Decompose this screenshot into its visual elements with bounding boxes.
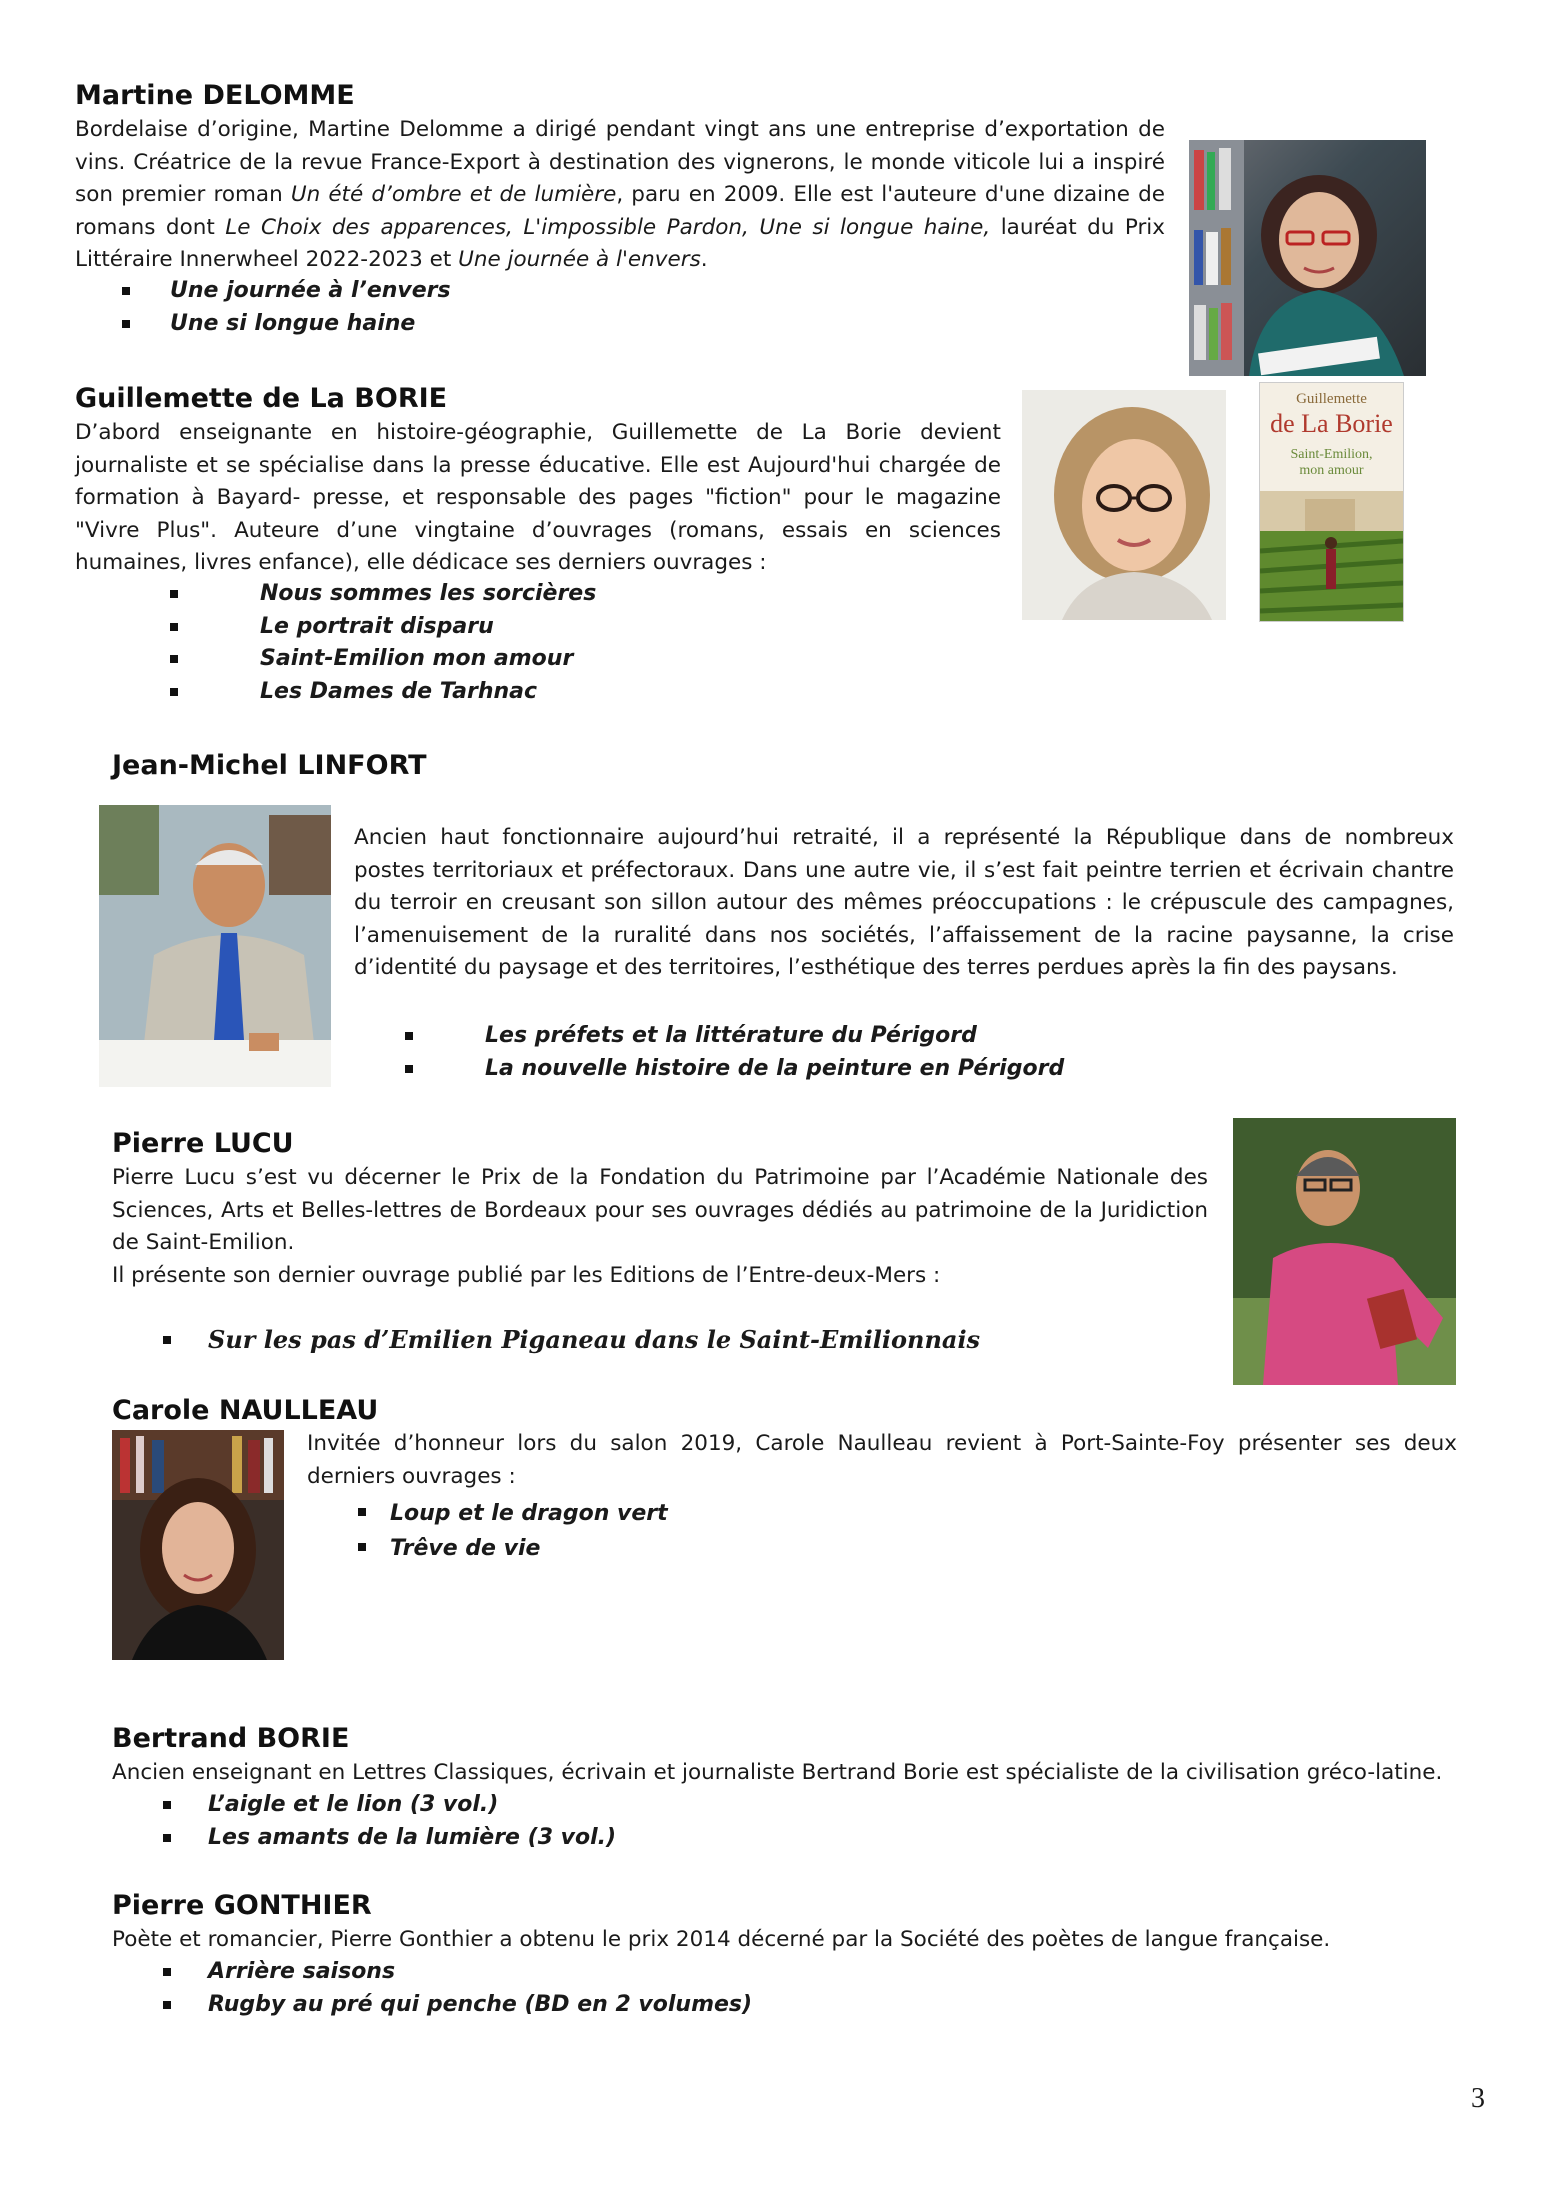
- author-bio-lucu: Pierre Lucu s’est vu décerner le Prix de la Fondation du Patrimoine par l’Académie Nationale des Sciences, Arts et Belles-lettres de Bordeaux pour ses ouvrages dédiés au patrimoine de la Juridiction de Saint-Emilion.: [112, 1165, 1208, 1255]
- author-name-delomme: Martine DELOMME: [75, 80, 355, 111]
- bullet-square-icon: [405, 1065, 413, 1073]
- bio-text-run: Le Choix des apparences, L'impossible Pardon, Une si longue haine,: [225, 214, 991, 240]
- author-name-lucu: Pierre LUCU: [112, 1128, 294, 1159]
- book-title-text: La nouvelle histoire de la peinture en Périgord: [485, 1055, 1065, 1081]
- book-title-text: Trêve de vie: [390, 1536, 541, 1561]
- book-title-text: Les préfets et la littérature du Périgord: [485, 1023, 977, 1048]
- book-title-text: Sur les pas d’Emilien Piganeau dans le Saint-Emilionnais: [208, 1325, 981, 1354]
- book-title: [163, 1789, 616, 1822]
- cover-author-last: de La Borie: [1270, 409, 1393, 438]
- bullet-square-icon: [358, 1508, 366, 1516]
- bullet-square-icon: [163, 1801, 171, 1809]
- portrait-delomme-illustration: [1189, 140, 1426, 376]
- book-title: [122, 308, 451, 341]
- book-list-borie: [163, 1789, 616, 1854]
- book-title-text: Arrière saisons: [208, 1959, 396, 1984]
- bullet-square-icon: [170, 655, 178, 663]
- cover-vineyard-illustration: [1260, 491, 1403, 621]
- author-photo-naulleau: [112, 1430, 284, 1660]
- author-name-borie: Bertrand BORIE: [112, 1723, 350, 1754]
- cover-author-first: Guillemette: [1296, 391, 1367, 407]
- book-title: [405, 1053, 1064, 1086]
- book-list-laborie: [170, 578, 596, 708]
- book-title-text: Les amants de la lumière (3 vol.): [208, 1824, 617, 1850]
- author-name-gonthier: Pierre GONTHIER: [112, 1890, 372, 1921]
- book-title: [358, 1531, 668, 1566]
- portrait-laborie-illustration: [1022, 390, 1226, 620]
- cover-title: [1260, 447, 1403, 479]
- bullet-square-icon: [358, 1543, 366, 1551]
- author-bio-laborie: D’abord enseignante en histoire-géographie, Guillemette de La Borie devient journaliste et se spécialise dans la presse éducative. Elle est Aujourd'hui chargée de formation à Bayard- presse, et responsable des pages "fiction" pour le magazine "Vivre Plus". Auteure d’une vingtaine d’ouvrages (romans, essais en sciences humaines, livres enfance), elle dédicace ses derniers ouvrages :: [75, 420, 1001, 575]
- author-photo-linfort: [99, 805, 331, 1087]
- book-title: [163, 1822, 616, 1855]
- book-title-text: L’aigle et le lion (3 vol.): [208, 1792, 499, 1817]
- book-list-linfort: [405, 1020, 1064, 1085]
- author-name-linfort: Jean-Michel LINFORT: [112, 750, 427, 781]
- book-title-text: Loup et le dragon vert: [390, 1501, 668, 1526]
- cover-title-line-2: mon amour: [1299, 463, 1364, 478]
- bullet-square-icon: [163, 2001, 171, 2009]
- author-bio-borie: Ancien enseignant en Lettres Classiques, écrivain et journaliste Bertrand Borie est spécialiste de la civilisation gréco-latine.: [112, 1760, 1443, 1785]
- book-title: [170, 676, 596, 709]
- author-bio-gonthier: Poète et romancier, Pierre Gonthier a obtenu le prix 2014 décerné par la Société des poètes de langue française.: [112, 1927, 1331, 1952]
- cover-title-line-1: Saint-Emilion,: [1290, 447, 1373, 462]
- book-title-text: Nous sommes les sorcières: [260, 581, 597, 606]
- book-title: [405, 1020, 1064, 1053]
- bullet-square-icon: [170, 623, 178, 631]
- portrait-naulleau-illustration: [112, 1430, 284, 1660]
- book-title: [163, 1324, 980, 1357]
- bio-text-run: Bordelaise d’origine, Martine Delomme a dirigé pendant vingt ans une entreprise d’exportation de vins. Créatrice de la revue France-Export à destination des vignerons, le monde viticole lui a inspiré son premier roman: [75, 117, 1165, 207]
- bullet-square-icon: [122, 287, 130, 295]
- bio-text-run: Une journée à l'envers: [458, 247, 701, 272]
- bullet-square-icon: [163, 1336, 171, 1344]
- book-title: [122, 275, 451, 308]
- bullet-square-icon: [122, 320, 130, 328]
- book-list-gonthier: [163, 1956, 752, 2021]
- book-list-naulleau: [358, 1496, 668, 1566]
- author-photo-lucu: [1233, 1118, 1456, 1385]
- author-name-laborie: Guillemette de La BORIE: [75, 383, 448, 414]
- bullet-square-icon: [170, 590, 178, 598]
- bio-text-run: Un été d’ombre et de lumière: [290, 182, 617, 207]
- bullet-square-icon: [170, 688, 178, 696]
- book-title-text: Saint-Emilion mon amour: [260, 646, 574, 671]
- book-title-text: Une journée à l’envers: [170, 278, 451, 303]
- book-title-text: Une si longue haine: [170, 310, 416, 336]
- book-title: [170, 643, 596, 676]
- portrait-linfort-illustration: [99, 805, 331, 1087]
- author-photo-laborie: [1022, 390, 1226, 620]
- portrait-lucu-illustration: [1233, 1118, 1456, 1385]
- bullet-square-icon: [405, 1032, 413, 1040]
- book-title-text: Les Dames de Tarhnac: [260, 678, 538, 704]
- book-title-text: Le portrait disparu: [260, 613, 494, 639]
- book-title-text: Rugby au pré qui penche (BD en 2 volumes): [208, 1991, 753, 2017]
- book-title: [163, 1989, 752, 2022]
- book-title: [170, 578, 596, 611]
- book-cover-saint-emilion: [1259, 382, 1404, 622]
- bio-text-run: lauréat du Prix Littéraire Innerwheel 2022-2023 et: [75, 214, 1166, 272]
- book-title: [170, 611, 596, 644]
- author-bio-naulleau: Invitée d’honneur lors du salon 2019, Carole Naulleau revient à Port-Sainte-Foy présenter ses deux derniers ouvrages :: [307, 1431, 1457, 1489]
- author-photo-delomme: [1189, 140, 1426, 376]
- bio-text-run: .: [700, 247, 708, 272]
- author-bio-linfort: Ancien haut fonctionnaire aujourd’hui retraité, il a représenté la République dans de nombreux postes territoriaux et préfectoraux. Dans une autre vie, il s’est fait peintre terrien et écrivain chantre du terroir en creusant son sillon autour des mêmes préoccupations : le crépuscule des campagnes, l’amenuisement de la ruralité dans nos sociétés, l’affaissement de la racine paysanne, la crise d’identité du paysage et des territoires, l’esthétique des terres perdues après la fin des paysans.: [354, 825, 1454, 980]
- bio-text-run: , paru en 2009. Elle est l'auteure d'une dizaine de romans dont: [75, 182, 1165, 240]
- book-list-lucu: [163, 1324, 980, 1357]
- bullet-square-icon: [163, 1968, 171, 1976]
- author-bio-delomme: [75, 114, 1165, 277]
- author-name-naulleau: Carole NAULLEAU: [112, 1395, 379, 1426]
- book-title: [163, 1956, 752, 1989]
- page-number: 3: [1471, 2083, 1485, 2114]
- book-title: [358, 1496, 668, 1531]
- book-list-delomme: [122, 275, 451, 340]
- bullet-square-icon: [163, 1834, 171, 1842]
- author-bio2-lucu: Il présente son dernier ouvrage publié par les Editions de l’Entre-deux-Mers :: [112, 1263, 941, 1288]
